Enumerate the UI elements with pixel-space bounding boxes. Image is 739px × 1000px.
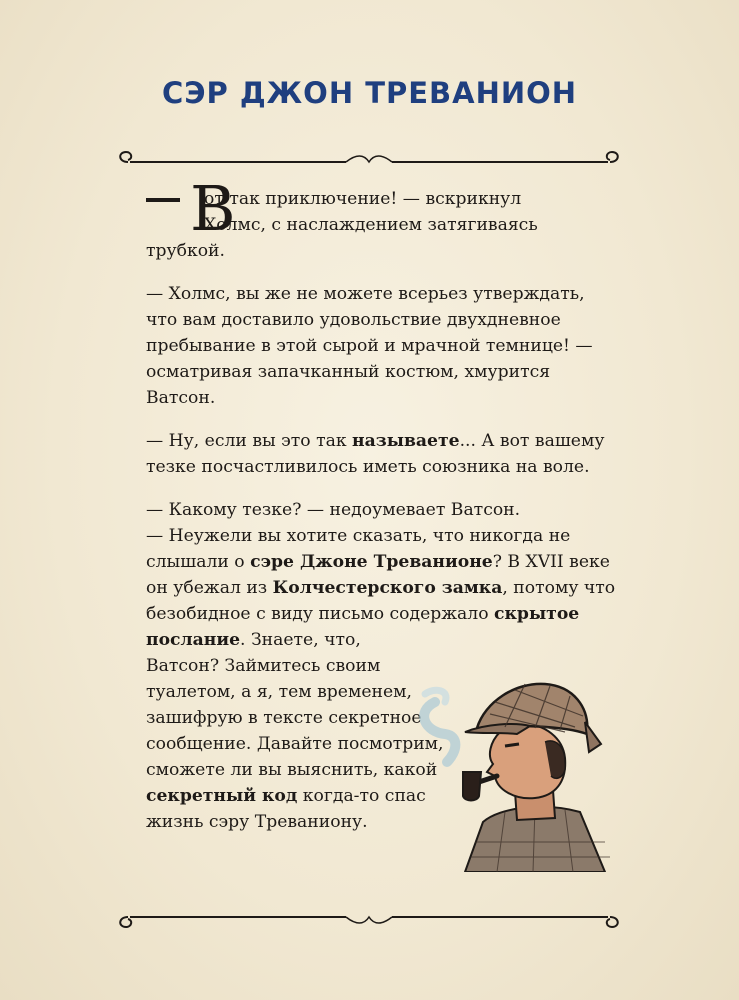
paragraph-2: — Холмс, вы же не можете всерьез утверждать, что вам доставило удовольствие двухдневное пребывание в этой сырой и мрачной темнице! — осматривая запачканный костюм, хмурится Ватсон. bbox=[146, 284, 593, 408]
p3-a: — Ну, если вы это так bbox=[146, 431, 353, 451]
p4-e: , потому что безобидное с виду письмо содержало bbox=[146, 578, 616, 624]
p4-h: Ватсон? Займитесь своим туалетом, а я, тем временем, зашифрую в тексте секретное сообщение. Давайте посмотрим, сможете ли вы выяснить, какой bbox=[146, 656, 444, 780]
p4-narrow bbox=[146, 653, 446, 835]
sherlock-deerstalker-pipe-icon bbox=[405, 672, 615, 872]
bottom-flourish-divider bbox=[116, 905, 622, 931]
drop-cap: В bbox=[190, 172, 236, 245]
p4-a: — Неужели вы хотите сказать, что никогда не слышали о bbox=[146, 526, 571, 572]
p1-line2: Холмс, с наслаждением затягиваясь bbox=[204, 215, 538, 235]
p4-i: секретный код bbox=[146, 786, 298, 806]
p4-g: . Знаете, что, bbox=[240, 630, 361, 650]
p4-d: Колчестерского замка bbox=[272, 578, 503, 598]
p4-b: сэре Джоне Треванионе bbox=[250, 552, 493, 572]
p3-b: называете bbox=[352, 431, 460, 451]
paragraph-1 bbox=[146, 186, 616, 264]
top-flourish-divider bbox=[116, 148, 622, 174]
p3-c: ... А вот вашему тезке посчастливилось иметь союзника на воле. bbox=[146, 431, 605, 477]
p4-j: когда-то спас жизнь сэру Треваниону. bbox=[146, 786, 426, 832]
p1-line3: трубкой. bbox=[146, 241, 225, 261]
p4-f: скрытое послание bbox=[146, 604, 580, 650]
paragraph-3 bbox=[146, 428, 616, 480]
p4-c: ? В XVII веке он убежал из bbox=[146, 552, 610, 598]
page-title: СЭР ДЖОН ТРЕВАНИОН bbox=[161, 76, 578, 110]
p1-line1: от так приключение! — вскрикнул bbox=[204, 189, 522, 209]
p4-line1: — Какому тезке? — недоумевает Ватсон. bbox=[146, 500, 521, 520]
